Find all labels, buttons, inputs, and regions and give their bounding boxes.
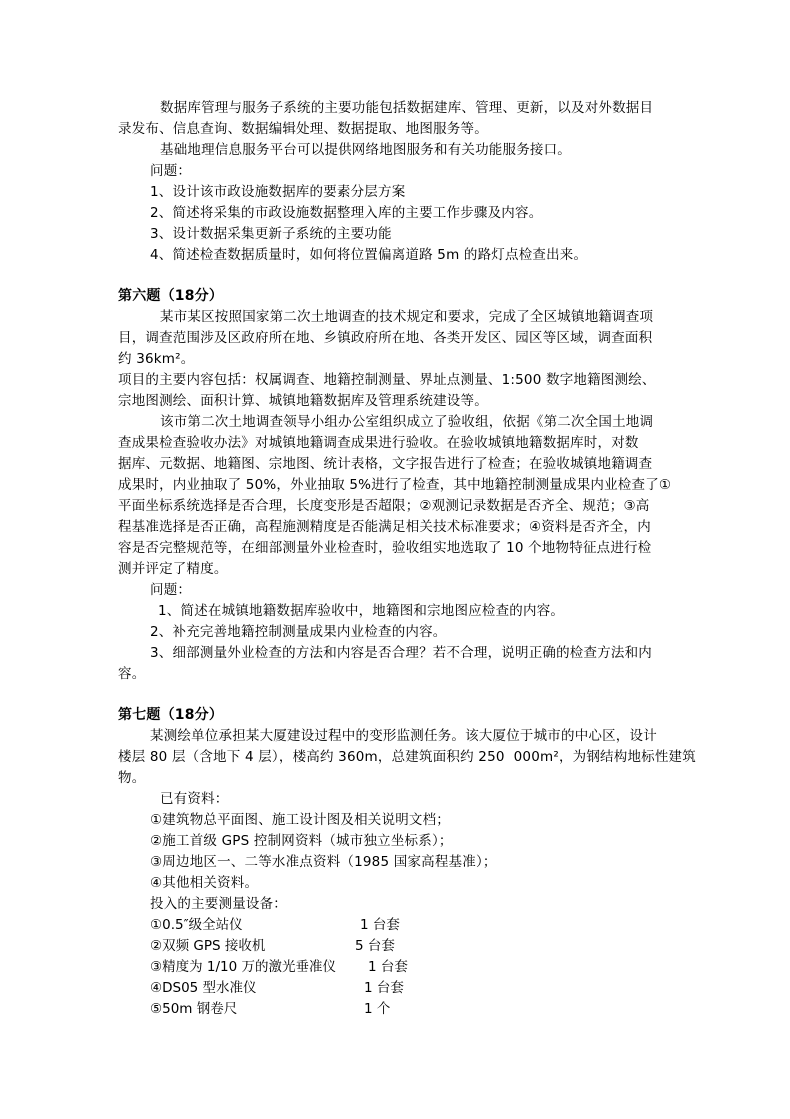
paragraph-line: 据库、元数据、地籍图、宗地图、统计表格，文字报告进行了检查；在验收城镇地籍调查 [118, 456, 653, 472]
equipment-qty: 1 台套 [360, 917, 400, 933]
paragraph-line: 程基准选择是否正确，高程施测精度是否能满足相关技术标准要求；④资料是否齐全，内 [118, 519, 651, 535]
question-item: 1、设计该市政设施数据库的要素分层方案 [150, 184, 406, 200]
equipment-name: ①0.5″级全站仪 [150, 917, 243, 933]
paragraph-line: 某测绘单位承担某大厦建设过程中的变形监测任务。该大厦位于城市的中心区，设计 [150, 728, 657, 744]
questions-label: 问题： [150, 582, 192, 598]
material-item: ②施工首级 GPS 控制网资料（城市独立坐标系）； [150, 833, 453, 849]
paragraph-line: 某市某区按照国家第二次土地调查的技术规定和要求，完成了全区城镇地籍调查项 [160, 309, 654, 325]
paragraph-line: 基础地理信息服务平台可以提供网络地图服务和有关功能服务接口。 [160, 142, 571, 158]
question-item: 3、细部测量外业检查的方法和内容是否合理？若不合理，说明正确的检查方法和内 [150, 645, 652, 661]
paragraph-line: 约 36km²。 [118, 351, 195, 367]
section-6-title: 第六题（18分） [118, 288, 224, 304]
material-item: ③周边地区一、二等水准点资料（1985 国家高程基准）； [150, 854, 497, 870]
equipment-qty: 1 个 [364, 1001, 391, 1017]
paragraph-line: 宗地图测绘、面积计算、城镇地籍数据库及管理系统建设等。 [118, 393, 488, 409]
paragraph-line: 目，调查范围涉及区政府所在地、乡镇政府所在地、各类开发区、园区等区域，调查面积 [118, 330, 653, 346]
material-item: ①建筑物总平面图、施工设计图及相关说明文档； [150, 812, 451, 828]
material-item: ④其他相关资料。 [150, 875, 259, 891]
section-7-title: 第七题（18分） [118, 707, 224, 723]
existing-materials-label: 已有资料： [160, 791, 229, 807]
paragraph-line: 测并评定了精度。 [118, 561, 228, 577]
paragraph-line: 录发布、信息查询、数据编辑处理、数据提取、地图服务等。 [118, 121, 488, 137]
question-item: 1、简述在城镇地籍数据库验收中，地籍图和宗地图应检查的内容。 [158, 603, 565, 619]
equipment-qty: 5 台套 [355, 938, 395, 954]
paragraph-line: 容是否完整规范等，在细部测量外业检查时，验收组实地选取了 10 个地物特征点进行检 [118, 540, 652, 556]
equipment-name: ④DS05 型水准仪 [150, 980, 257, 996]
paragraph-line: 楼层 80 层（含地下 4 层），楼高约 360m，总建筑面积约 250 000m²，为钢结构地标性建筑 [118, 749, 696, 765]
paragraph-line: 项目的主要内容包括：权属调查、地籍控制测量、界址点测量、1:500 数字地籍图测绘、 [118, 372, 656, 388]
equipment-name: ③精度为 1/10 万的激光垂准仪 [150, 959, 337, 975]
equipment-name: ⑤50m 钢卷尺 [150, 1001, 238, 1017]
paragraph-line: 平面坐标系统选择是否合理，长度变形是否超限；②观测记录数据是否齐全、规范；③高 [118, 498, 650, 514]
paragraph-line: 物。 [118, 770, 146, 786]
equipment-qty: 1 台套 [364, 980, 404, 996]
equipment-qty: 1 台套 [368, 959, 408, 975]
question-item: 2、补充完善地籍控制测量成果内业检查的内容。 [150, 624, 447, 640]
equipment-label: 投入的主要测量设备： [150, 896, 287, 912]
paragraph-line: 查成果检查验收办法》对城镇地籍调查成果进行验收。在验收城镇地籍数据库时，对数 [118, 435, 639, 451]
question-item: 4、简述检查数据质量时，如何将位置偏离道路 5m 的路灯点检查出来。 [150, 247, 588, 263]
questions-label: 问题： [150, 163, 192, 179]
question-item: 2、简述将采集的市政设施数据整理入库的主要工作步骤及内容。 [150, 205, 543, 221]
paragraph-line: 成果时，内业抽取了 50%，外业抽取 5%进行了检查，其中地籍控制测量成果内业检查了① [118, 477, 672, 493]
question-item: 容。 [118, 666, 146, 682]
paragraph-line: 数据库管理与服务子系统的主要功能包括数据建库、管理、更新，以及对外数据目 [160, 100, 654, 116]
paragraph-line: 该市第二次土地调查领导小组办公室组织成立了验收组，依据《第二次全国土地调 [160, 414, 654, 430]
equipment-name: ②双频 GPS 接收机 [150, 938, 266, 954]
question-item: 3、设计数据采集更新子系统的主要功能 [150, 226, 392, 242]
